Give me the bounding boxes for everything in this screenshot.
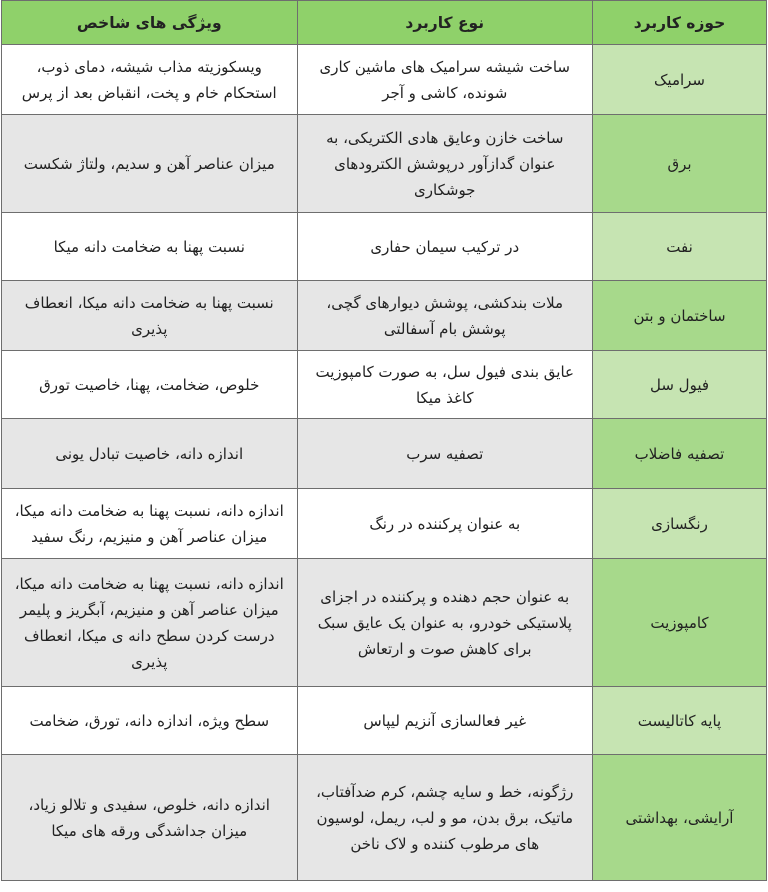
cell-field: تصفیه فاضلاب [593,419,767,489]
header-field: حوزه کاربرد [593,1,767,45]
cell-field: ساختمان و بتن [593,281,767,351]
cell-use: ملات بندکشی، پوشش دیوارهای گچی، پوشش بام آسفالتی [297,281,593,351]
cell-property: اندازه دانه، نسبت پهنا به ضخامت دانه میکا، میزان عناصر آهن و منیزیم، رنگ سفید [2,489,298,559]
cell-property: ویسکوزیته مذاب شیشه، دمای ذوب، استحکام خام و پخت، انقباض بعد از پرس [2,45,298,115]
table-row [2,351,767,419]
cell-use: ساخت خازن وعایق هادی الکتریکی، به عنوان گدازآور درپوشش الکترودهای جوشکاری [297,115,593,213]
cell-field: کامپوزیت [593,559,767,687]
cell-field: رنگسازی [593,489,767,559]
table-row [2,687,767,755]
cell-property: اندازه دانه، نسبت پهنا به ضخامت دانه میکا، میزان عناصر آهن و منیزیم، آبگریز و پلیمر درست کردن سطح دانه ی میکا، انعطاف پذیری [2,559,298,687]
table-row [2,45,767,115]
mica-applications-table [1,0,767,881]
table-row [2,281,767,351]
cell-use: به عنوان حجم دهنده و پرکننده در اجزای پلاستیکی خودرو، به عنوان یک عایق سبک برای کاهش صوت و ارتعاش [297,559,593,687]
cell-field: برق [593,115,767,213]
table-row [2,489,767,559]
cell-field: نفت [593,213,767,281]
header-property: ویژگی های شاخص [2,1,298,45]
cell-property: نسبت پهنا به ضخامت دانه میکا [2,213,298,281]
cell-field: سرامیک [593,45,767,115]
header-row [2,1,767,45]
table-row [2,755,767,881]
cell-property: اندازه دانه، خاصیت تبادل یونی [2,419,298,489]
cell-field: پایه کاتالیست [593,687,767,755]
header-use: نوع کاربرد [297,1,593,45]
table-row [2,213,767,281]
cell-use: ساخت شیشه سرامیک های ماشین کاری شونده، کاشی و آجر [297,45,593,115]
cell-property: میزان عناصر آهن و سدیم، ولتاژ شکست [2,115,298,213]
table-row [2,559,767,687]
cell-field: آرایشی، بهداشتی [593,755,767,881]
cell-use: غیر فعالسازی آنزیم لیپاس [297,687,593,755]
table-row [2,419,767,489]
cell-use: رژگونه، خط و سایه چشم، کرم ضدآفتاب، ماتیک، برق بدن، مو و لب، ریمل، لوسیون های مرطوب کننده و لاک ناخن [297,755,593,881]
cell-property: نسبت پهنا به ضخامت دانه میکا، انعطاف پذیری [2,281,298,351]
cell-use: عایق بندی فیول سل، به صورت کامپوزیت کاغذ میکا [297,351,593,419]
cell-property: خلوص، ضخامت، پهنا، خاصیت تورق [2,351,298,419]
cell-property: سطح ویژه، اندازه دانه، تورق، ضخامت [2,687,298,755]
table-row [2,115,767,213]
cell-use: تصفیه سرب [297,419,593,489]
cell-property: اندازه دانه، خلوص، سفیدی و تلالو زیاد، میزان جداشدگی ورقه های میکا [2,755,298,881]
cell-use: به عنوان پرکننده در رنگ [297,489,593,559]
cell-field: فیول سل [593,351,767,419]
cell-use: در ترکیب سیمان حفاری [297,213,593,281]
